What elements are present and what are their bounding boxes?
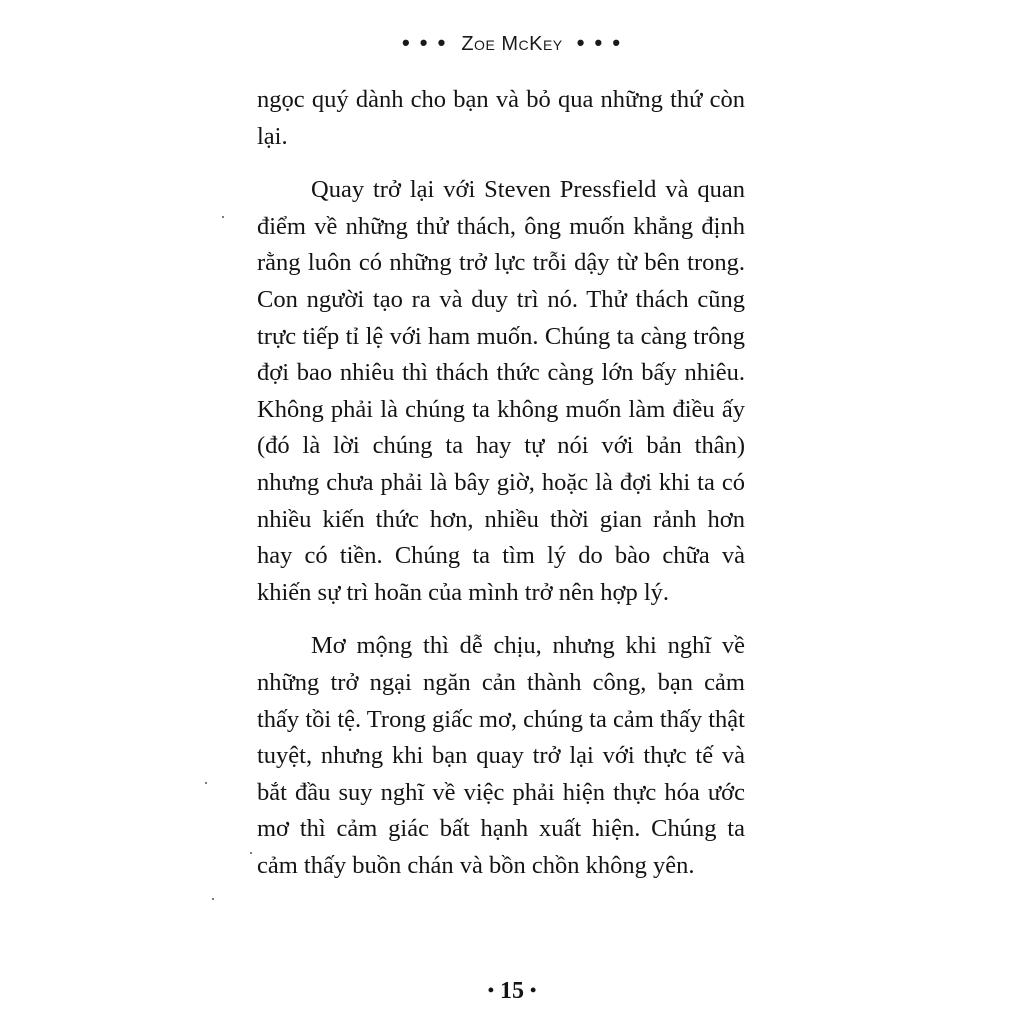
running-header xyxy=(0,30,1024,56)
page-number xyxy=(0,978,1024,1005)
header-left-dots: • • • xyxy=(401,30,448,55)
folio-right-bullet: • xyxy=(530,980,537,1000)
scan-speck xyxy=(222,216,224,218)
scan-speck xyxy=(205,782,207,784)
header-right-dots: • • • xyxy=(576,30,623,55)
header-author: Zoe McKey xyxy=(461,33,563,55)
scan-speck xyxy=(250,852,252,854)
scan-speck xyxy=(212,898,214,900)
paragraph-daydreaming: Mơ mộng thì dễ chịu, nhưng khi nghĩ về những trở ngại ngăn cản thành công, bạn cảm thấy tồi tệ. Trong giấc mơ, chúng ta cảm thấy thật tuyệt, nhưng khi bạn quay trở lại với thực tế và bắt đầu suy nghĩ về việc phải hiện thực hóa ước mơ thì cảm giác bất hạnh xuất hiện. Chúng ta cảm thấy buồn chán và bồn chồn không yên. xyxy=(257,632,745,879)
folio-left-bullet: • xyxy=(487,980,494,1000)
paragraph-resistance: Quay trở lại với Steven Pressfield và quan điểm về những thử thách, ông muốn khẳng định rằng luôn có những trở lực trỗi dậy từ bên trong. Con người tạo ra và duy trì nó. Thử thách cũng trực tiếp tỉ lệ với ham muốn. Chúng ta càng trông đợi bao nhiêu thì thách thức càng lớn bấy nhiêu. Không phải là chúng ta không muốn làm điều ấy (đó là lời chúng ta hay tự nói với bản thân) nhưng chưa phải là bây giờ, hoặc là đợi khi ta có nhiều kiến thức hơn, nhiều thời gian rảnh hơn hay có tiền. Chúng ta tìm lý do bào chữa và khiến sự trì hoãn của mình trở nên hợp lý. xyxy=(257,176,745,606)
body-text xyxy=(257,82,745,901)
page-number-value: 15 xyxy=(500,978,524,1004)
paragraph-continuation: ngọc quý dành cho bạn và bỏ qua những thứ còn lại. xyxy=(257,86,745,150)
